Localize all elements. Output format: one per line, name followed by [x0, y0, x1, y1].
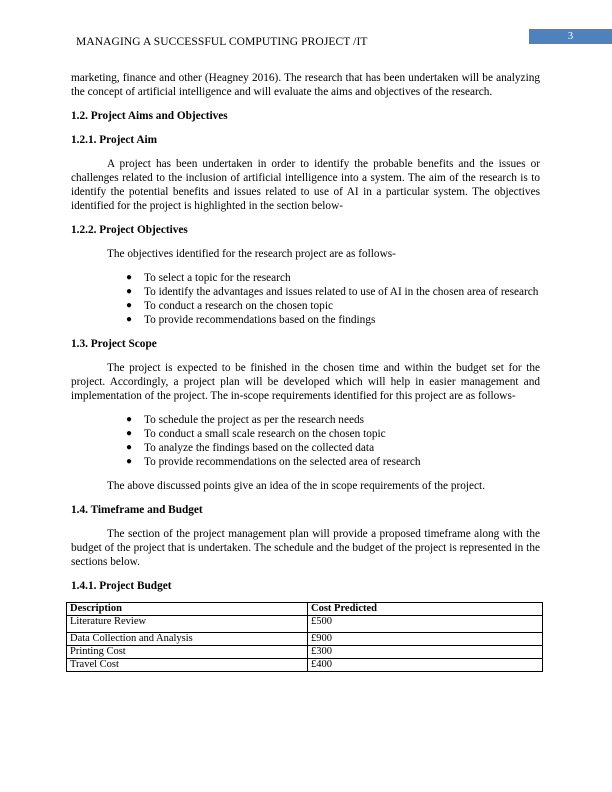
- list-item: [126, 413, 540, 427]
- list-item: [126, 313, 540, 327]
- list-item: [126, 299, 540, 313]
- list-item-text: To provide recommendations on the selected area of research: [144, 456, 421, 468]
- bullet-icon: ●: [126, 442, 133, 453]
- column-header-cost: Cost Predicted: [308, 603, 543, 616]
- column-header-description: Description: [67, 603, 308, 616]
- page-number-badge: 3: [529, 29, 612, 44]
- table-cell-cost: £500: [308, 616, 543, 633]
- running-header-title: MANAGING A SUCCESSFUL COMPUTING PROJECT /IT: [76, 36, 368, 48]
- table-header-row: [67, 603, 543, 616]
- list-item-text: To conduct a research on the chosen topic: [144, 300, 333, 312]
- section-heading-1-4: 1.4. Timeframe and Budget: [71, 504, 203, 516]
- project-aim-paragraph: A project has been undertaken in order to identify the probable benefits and the issues or challenges related to the inclusion of artificial intelligence into a system. The aim of the research is to identify the potential benefits and issues related to use of AI in a particular system. The objectives identified for the project is highlighted in the section below-: [71, 158, 540, 212]
- list-item-text: To identify the advantages and issues related to use of AI in the chosen area of research: [144, 286, 539, 298]
- table-cell-description: Travel Cost: [67, 659, 308, 672]
- objectives-list: [71, 271, 540, 327]
- table-cell-cost: £300: [308, 646, 543, 659]
- list-item: [126, 271, 540, 285]
- list-item-text: To select a topic for the research: [144, 272, 291, 284]
- list-item-text: To provide recommendations based on the findings: [144, 314, 376, 326]
- table-row: [67, 659, 543, 672]
- list-item-text: To analyze the findings based on the collected data: [144, 442, 375, 454]
- section-heading-1-2-1: 1.2.1. Project Aim: [71, 134, 158, 146]
- list-item-text: To schedule the project as per the research needs: [144, 414, 365, 426]
- bullet-icon: ●: [126, 428, 133, 439]
- list-item: [126, 441, 540, 455]
- list-item: [126, 427, 540, 441]
- timeframe-budget-paragraph: The section of the project management plan will provide a proposed timeframe along with the budget of the project that is undertaken. The schedule and the budget of the project is represented in the sections below.: [71, 528, 540, 568]
- table-cell-description: Printing Cost: [67, 646, 308, 659]
- intro-paragraph: marketing, finance and other (Heagney 2016). The research that has been undertaken will be analyzing the concept of artificial intelligence and will evaluate the aims and objectives of the research.: [71, 72, 540, 98]
- bullet-icon: ●: [126, 414, 133, 425]
- list-item: [126, 285, 540, 299]
- section-heading-1-2-2: 1.2.2. Project Objectives: [71, 224, 188, 236]
- scope-list: [71, 413, 540, 469]
- scope-closing-paragraph: The above discussed points give an idea of the in scope requirements of the project.: [107, 480, 486, 492]
- objectives-intro-paragraph: The objectives identified for the research project are as follows-: [107, 248, 396, 260]
- project-scope-paragraph: The project is expected to be finished in the chosen time and within the budget set for the project. Accordingly, a project plan will be developed which will help in easier management and implementation of the project. The in-scope requirements identified for this project are as follows-: [71, 362, 540, 402]
- section-heading-1-4-1: 1.4.1. Project Budget: [71, 580, 172, 592]
- table-cell-cost: £900: [308, 633, 543, 646]
- bullet-icon: ●: [126, 300, 133, 311]
- table-row: [67, 646, 543, 659]
- bullet-icon: ●: [126, 286, 133, 297]
- budget-table: [66, 602, 543, 672]
- bullet-icon: ●: [126, 272, 133, 283]
- table-cell-description: Data Collection and Analysis: [67, 633, 308, 646]
- section-heading-1-2: 1.2. Project Aims and Objectives: [71, 110, 228, 122]
- table-row: [67, 633, 543, 646]
- table-cell-description: Literature Review: [67, 616, 308, 633]
- list-item: [126, 455, 540, 469]
- page-content: [71, 71, 540, 672]
- bullet-icon: ●: [126, 314, 133, 325]
- bullet-icon: ●: [126, 456, 133, 467]
- list-item-text: To conduct a small scale research on the chosen topic: [144, 428, 386, 440]
- section-heading-1-3: 1.3. Project Scope: [71, 338, 157, 350]
- table-row: [67, 616, 543, 633]
- table-cell-cost: £400: [308, 659, 543, 672]
